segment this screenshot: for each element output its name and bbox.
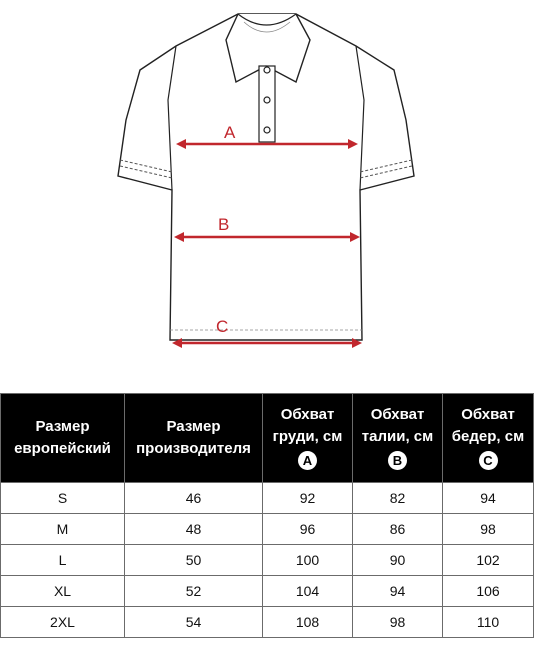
header-eu-size: Размер европейский bbox=[1, 394, 125, 483]
cell-hips: 98 bbox=[443, 514, 534, 545]
badge-a-icon: A bbox=[298, 451, 317, 470]
cell-hips: 94 bbox=[443, 483, 534, 514]
button-icon bbox=[264, 127, 270, 133]
cell-eu-size: L bbox=[1, 545, 125, 576]
cell-waist: 86 bbox=[353, 514, 443, 545]
cell-chest: 96 bbox=[263, 514, 353, 545]
cell-eu-size: 2XL bbox=[1, 607, 125, 638]
cell-maker-size: 48 bbox=[125, 514, 263, 545]
badge-c-icon: C bbox=[479, 451, 498, 470]
cell-hips: 102 bbox=[443, 545, 534, 576]
header-chest: Обхват груди, см A bbox=[263, 394, 353, 483]
cell-hips: 110 bbox=[443, 607, 534, 638]
header-maker-size: Размер производителя bbox=[125, 394, 263, 483]
cell-waist: 94 bbox=[353, 576, 443, 607]
table-row bbox=[1, 483, 534, 514]
waist-letter: B bbox=[218, 215, 230, 234]
cell-waist: 98 bbox=[353, 607, 443, 638]
cell-waist: 82 bbox=[353, 483, 443, 514]
header-hips: Обхват бедер, см C bbox=[443, 394, 534, 483]
cell-maker-size: 50 bbox=[125, 545, 263, 576]
size-chart-table bbox=[0, 393, 534, 638]
cell-chest: 108 bbox=[263, 607, 353, 638]
cell-chest: 104 bbox=[263, 576, 353, 607]
header-waist: Обхват талии, см B bbox=[353, 394, 443, 483]
table-row bbox=[1, 576, 534, 607]
table-row bbox=[1, 545, 534, 576]
cell-eu-size: S bbox=[1, 483, 125, 514]
cell-chest: 100 bbox=[263, 545, 353, 576]
cell-maker-size: 54 bbox=[125, 607, 263, 638]
chest-letter: A bbox=[224, 123, 236, 142]
table-row bbox=[1, 607, 534, 638]
button-icon bbox=[264, 67, 270, 73]
cell-chest: 92 bbox=[263, 483, 353, 514]
cell-hips: 106 bbox=[443, 576, 534, 607]
cell-waist: 90 bbox=[353, 545, 443, 576]
cell-eu-size: XL bbox=[1, 576, 125, 607]
cell-eu-size: M bbox=[1, 514, 125, 545]
cell-maker-size: 52 bbox=[125, 576, 263, 607]
button-icon bbox=[264, 97, 270, 103]
table-row bbox=[1, 514, 534, 545]
table-header-row bbox=[1, 394, 534, 483]
cell-maker-size: 46 bbox=[125, 483, 263, 514]
badge-b-icon: B bbox=[388, 451, 407, 470]
hips-letter: C bbox=[216, 317, 229, 336]
